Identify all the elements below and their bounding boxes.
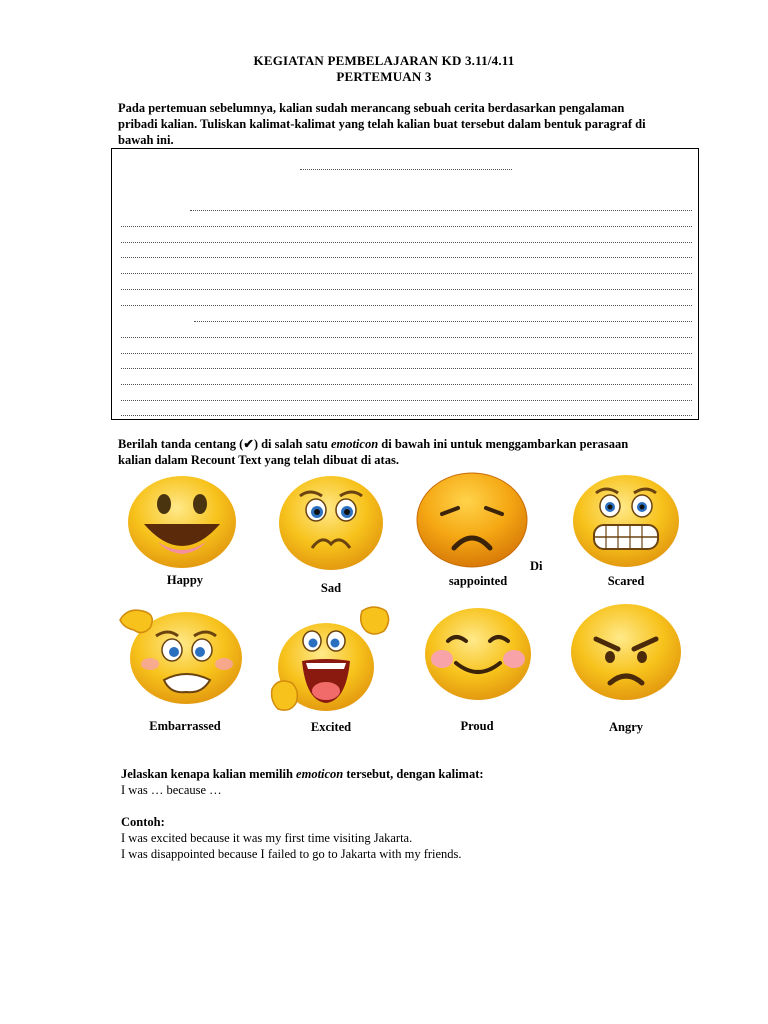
excited-face-icon[interactable]: [268, 603, 394, 717]
example-heading: Contoh:: [121, 815, 165, 829]
writing-line: [190, 210, 692, 211]
proud-face-icon[interactable]: [424, 607, 532, 701]
scared-face-icon[interactable]: [572, 473, 680, 569]
explanation-section: [121, 766, 721, 798]
emoticon-label-disappointed-part1: Di: [530, 559, 543, 573]
example-line: I was excited because it was my first time visiting Jakarta.: [121, 831, 413, 845]
emoticon-label-embarrassed: Embarrassed: [149, 719, 221, 733]
disappointed-face-icon[interactable]: [416, 472, 528, 568]
example-section: [121, 814, 721, 862]
emoticon-label-angry: Angry: [608, 720, 644, 734]
writing-line: [194, 321, 692, 322]
emoticon-label-sad: Sad: [320, 581, 342, 595]
emoticon-instruction: [118, 436, 708, 468]
writing-line: [121, 226, 692, 227]
instruction-line: Berilah tanda centang (✔) di salah satu emoticon di bawah ini untuk menggambarkan perasaan: [118, 437, 629, 451]
writing-box[interactable]: [111, 148, 699, 420]
emoticon-label-excited: Excited: [310, 720, 352, 734]
explanation-prompt: Jelaskan kenapa kalian memilih emoticon tersebut, dengan kalimat:: [121, 767, 484, 781]
emoticon-label-proud: Proud: [460, 719, 494, 733]
writing-line: [121, 384, 692, 385]
writing-line: [121, 415, 692, 416]
instruction-paragraph: [118, 100, 708, 148]
writing-line: [121, 368, 692, 369]
writing-line: [121, 273, 692, 274]
angry-face-icon[interactable]: [570, 603, 682, 701]
writing-line: [121, 242, 692, 243]
emoticon-label-disappointed-part2: sappointed: [448, 574, 508, 588]
emoticon-label-scared: Scared: [607, 574, 645, 588]
instruction-line: pribadi kalian. Tuliskan kalimat-kalimat yang telah kalian buat tersebut dalam bentuk paragraf di: [118, 117, 646, 131]
writing-line: [300, 169, 512, 170]
sad-face-icon[interactable]: [278, 474, 384, 572]
writing-line: [121, 337, 692, 338]
explanation-template: I was … because …: [121, 783, 222, 797]
happy-face-icon[interactable]: [126, 474, 238, 570]
instruction-line: Pada pertemuan sebelumnya, kalian sudah merancang sebuah cerita berdasarkan pengalaman: [118, 101, 625, 115]
writing-line: [121, 289, 692, 290]
writing-line: [121, 257, 692, 258]
instruction-line: bawah ini.: [118, 133, 174, 147]
emoticon-label-happy: Happy: [166, 573, 204, 587]
embarrassed-face-icon[interactable]: [116, 606, 244, 706]
writing-line: [121, 353, 692, 354]
instruction-line: kalian dalam Recount Text yang telah dibuat di atas.: [118, 453, 399, 467]
writing-line: [121, 305, 692, 306]
page-title: KEGIATAN PEMBELAJARAN KD 3.11/4.11: [253, 53, 515, 68]
writing-line: [121, 400, 692, 401]
example-line: I was disappointed because I failed to go to Jakarta with my friends.: [121, 847, 462, 861]
page-subtitle: PERTEMUAN 3: [336, 69, 432, 84]
